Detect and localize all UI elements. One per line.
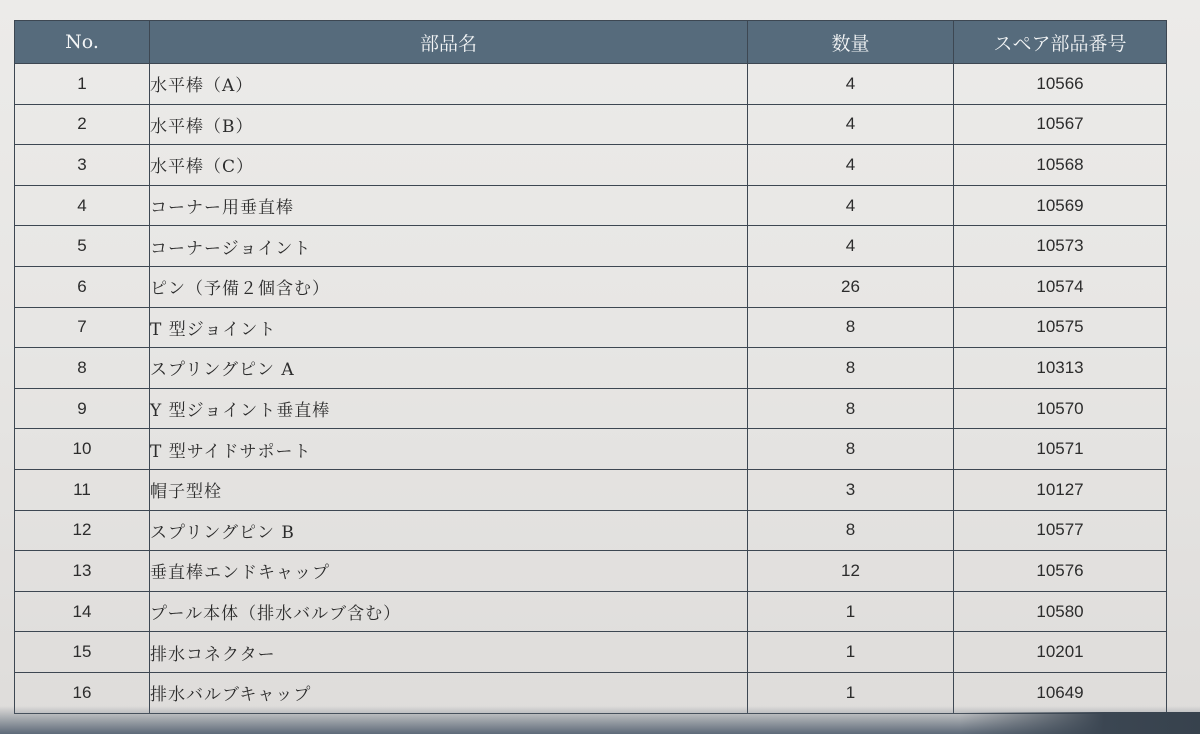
cell-part-name: コーナー用垂直棒 — [150, 185, 748, 226]
cell-spare-number: 10566 — [954, 64, 1167, 105]
cell-no: 7 — [15, 307, 150, 348]
cell-no: 1 — [15, 64, 150, 105]
cell-no: 15 — [15, 632, 150, 673]
cell-quantity: 8 — [748, 348, 954, 389]
cell-quantity: 1 — [748, 632, 954, 673]
table-row — [15, 551, 1167, 592]
header-spare-part-number: スペア部品番号 — [954, 21, 1167, 64]
table-row — [15, 226, 1167, 267]
cell-spare-number: 10580 — [954, 591, 1167, 632]
cell-no: 6 — [15, 266, 150, 307]
cell-quantity: 8 — [748, 388, 954, 429]
table-row — [15, 510, 1167, 551]
cell-part-name: スプリングピン B — [150, 510, 748, 551]
cell-spare-number: 10575 — [954, 307, 1167, 348]
table-row — [15, 469, 1167, 510]
table-row — [15, 185, 1167, 226]
cell-spare-number: 10568 — [954, 145, 1167, 186]
cell-spare-number: 10576 — [954, 551, 1167, 592]
header-quantity: 数量 — [748, 21, 954, 64]
cell-part-name: T 型ジョイント — [150, 307, 748, 348]
cell-no: 9 — [15, 388, 150, 429]
cell-quantity: 8 — [748, 510, 954, 551]
cell-part-name: 排水バルブキャップ — [150, 672, 748, 713]
cell-spare-number: 10569 — [954, 185, 1167, 226]
cell-spare-number: 10577 — [954, 510, 1167, 551]
cell-spare-number: 10201 — [954, 632, 1167, 673]
parts-list-table-container — [14, 20, 1166, 714]
cell-quantity: 4 — [748, 185, 954, 226]
cell-part-name: 排水コネクター — [150, 632, 748, 673]
cell-part-name: 帽子型栓 — [150, 469, 748, 510]
cell-part-name: ピン（予備２個含む） — [150, 266, 748, 307]
table-row — [15, 104, 1167, 145]
cell-part-name: コーナージョイント — [150, 226, 748, 267]
cell-no: 2 — [15, 104, 150, 145]
cell-part-name: 水平棒（C） — [150, 145, 748, 186]
cell-no: 12 — [15, 510, 150, 551]
page-corner-shadow — [960, 712, 1200, 734]
table-row — [15, 632, 1167, 673]
table-row — [15, 145, 1167, 186]
header-no: No. — [15, 21, 150, 64]
cell-spare-number: 10649 — [954, 672, 1167, 713]
cell-no: 13 — [15, 551, 150, 592]
table-row — [15, 429, 1167, 470]
cell-part-name: スプリングピン A — [150, 348, 748, 389]
cell-spare-number: 10567 — [954, 104, 1167, 145]
cell-no: 8 — [15, 348, 150, 389]
cell-quantity: 1 — [748, 672, 954, 713]
cell-quantity: 8 — [748, 429, 954, 470]
cell-part-name: 水平棒（A） — [150, 64, 748, 105]
cell-spare-number: 10570 — [954, 388, 1167, 429]
cell-no: 16 — [15, 672, 150, 713]
cell-part-name: 水平棒（B） — [150, 104, 748, 145]
cell-quantity: 12 — [748, 551, 954, 592]
header-part-name: 部品名 — [150, 21, 748, 64]
table-row — [15, 307, 1167, 348]
cell-no: 3 — [15, 145, 150, 186]
cell-spare-number: 10573 — [954, 226, 1167, 267]
cell-quantity: 1 — [748, 591, 954, 632]
cell-part-name: 垂直棒エンドキャップ — [150, 551, 748, 592]
cell-part-name: プール本体（排水バルブ含む） — [150, 591, 748, 632]
cell-spare-number: 10313 — [954, 348, 1167, 389]
table-row — [15, 266, 1167, 307]
cell-no: 14 — [15, 591, 150, 632]
table-row — [15, 591, 1167, 632]
cell-spare-number: 10127 — [954, 469, 1167, 510]
cell-spare-number: 10574 — [954, 266, 1167, 307]
cell-quantity: 26 — [748, 266, 954, 307]
table-row — [15, 388, 1167, 429]
cell-spare-number: 10571 — [954, 429, 1167, 470]
cell-part-name: T 型サイドサポート — [150, 429, 748, 470]
cell-quantity: 4 — [748, 104, 954, 145]
cell-quantity: 8 — [748, 307, 954, 348]
cell-no: 10 — [15, 429, 150, 470]
cell-part-name: Y 型ジョイント垂直棒 — [150, 388, 748, 429]
cell-no: 5 — [15, 226, 150, 267]
table-row — [15, 64, 1167, 105]
cell-quantity: 4 — [748, 145, 954, 186]
cell-no: 11 — [15, 469, 150, 510]
cell-quantity: 4 — [748, 64, 954, 105]
table-row — [15, 348, 1167, 389]
cell-quantity: 4 — [748, 226, 954, 267]
cell-quantity: 3 — [748, 469, 954, 510]
parts-list-table — [14, 20, 1167, 714]
cell-no: 4 — [15, 185, 150, 226]
table-header-row — [15, 21, 1167, 64]
